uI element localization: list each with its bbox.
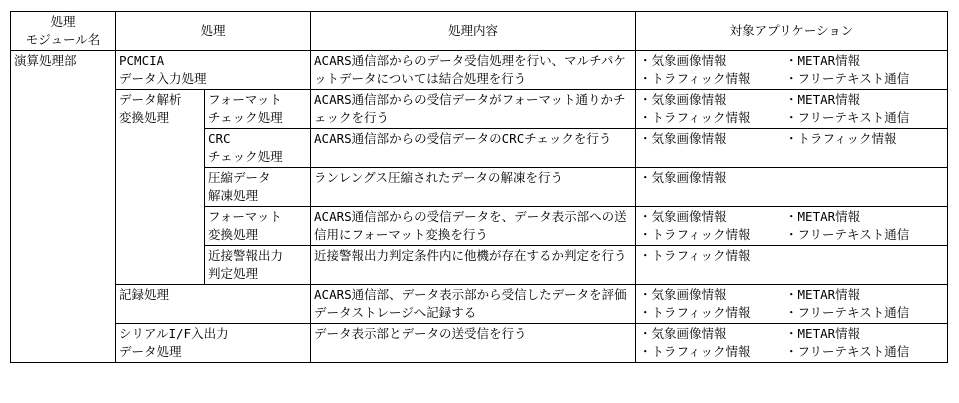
target-cell [636,168,948,207]
target-item: ・トラフィック情報 [639,343,751,359]
content-cell: データ表示部とデータの送受信を行う [311,324,636,363]
target-item: ・フリーテキスト通信 [785,109,910,125]
target-item: ・気象画像情報 [639,287,727,302]
target-item: ・トラフィック情報 [639,70,751,86]
process-module-table [10,11,948,363]
table-row [11,90,948,129]
target-cell [636,285,948,324]
target-item: ・フリーテキスト通信 [785,304,910,320]
content-cell: ACARS通信部からの受信データのCRCチェックを行う [311,129,636,168]
target-item: ・気象画像情報 [639,326,727,341]
table-row [11,51,948,90]
module-name-cell: 演算処理部 [11,51,116,363]
target-item: ・トラフィック情報 [639,304,751,320]
process-group-cell: データ解析 変換処理 [116,90,205,285]
process-cell: シリアルI/F入出力 データ処理 [116,324,311,363]
subprocess-cell: フォーマット チェック処理 [205,90,311,129]
target-item: ・METAR情報 [785,92,861,107]
target-cell [636,90,948,129]
target-item: ・METAR情報 [785,287,861,302]
target-item: ・気象画像情報 [639,53,727,68]
target-item: ・トラフィック情報 [639,109,751,125]
target-item: ・気象画像情報 [639,131,727,146]
content-cell: ACARS通信部からの受信データを、データ表示部への送信用にフォーマット変換を行う [311,207,636,246]
target-item: ・トラフィック情報 [639,226,751,242]
target-item: ・気象画像情報 [639,92,727,107]
table-row [11,285,948,324]
header-target-app: 対象アプリケーション [636,12,948,51]
header-content: 処理内容 [311,12,636,51]
process-cell: PCMCIA データ入力処理 [116,51,311,90]
target-item: ・気象画像情報 [639,209,727,224]
content-cell: ACARS通信部からのデータ受信処理を行い、マルチパケットデータについては結合処理を行う [311,51,636,90]
target-item: ・トラフィック情報 [639,248,751,263]
content-cell: ACARS通信部からの受信データがフォーマット通りかチェックを行う [311,90,636,129]
target-cell [636,246,948,285]
subprocess-cell: 近接警報出力 判定処理 [205,246,311,285]
target-cell [636,129,948,168]
target-item: ・気象画像情報 [639,170,727,185]
target-cell [636,324,948,363]
header-module-name: 処理 モジュール名 [11,12,116,51]
subprocess-cell: 圧縮データ 解凍処理 [205,168,311,207]
process-cell: 記録処理 [116,285,311,324]
header-process: 処理 [116,12,311,51]
target-item: ・トラフィック情報 [785,131,897,146]
target-item: ・フリーテキスト通信 [785,343,910,359]
table-row [11,324,948,363]
target-item: ・METAR情報 [785,326,861,341]
target-item: ・METAR情報 [785,209,861,224]
header-row [11,12,948,51]
target-cell [636,51,948,90]
subprocess-cell: フォーマット 変換処理 [205,207,311,246]
content-cell: 近接警報出力判定条件内に他機が存在するか判定を行う [311,246,636,285]
target-item: ・フリーテキスト通信 [785,70,910,86]
target-item: ・METAR情報 [785,53,861,68]
target-cell [636,207,948,246]
target-item: ・フリーテキスト通信 [785,226,910,242]
content-cell: ACARS通信部、データ表示部から受信したデータを評価データストレージへ記録する [311,285,636,324]
content-cell: ランレングス圧縮されたデータの解凍を行う [311,168,636,207]
subprocess-cell: CRC チェック処理 [205,129,311,168]
